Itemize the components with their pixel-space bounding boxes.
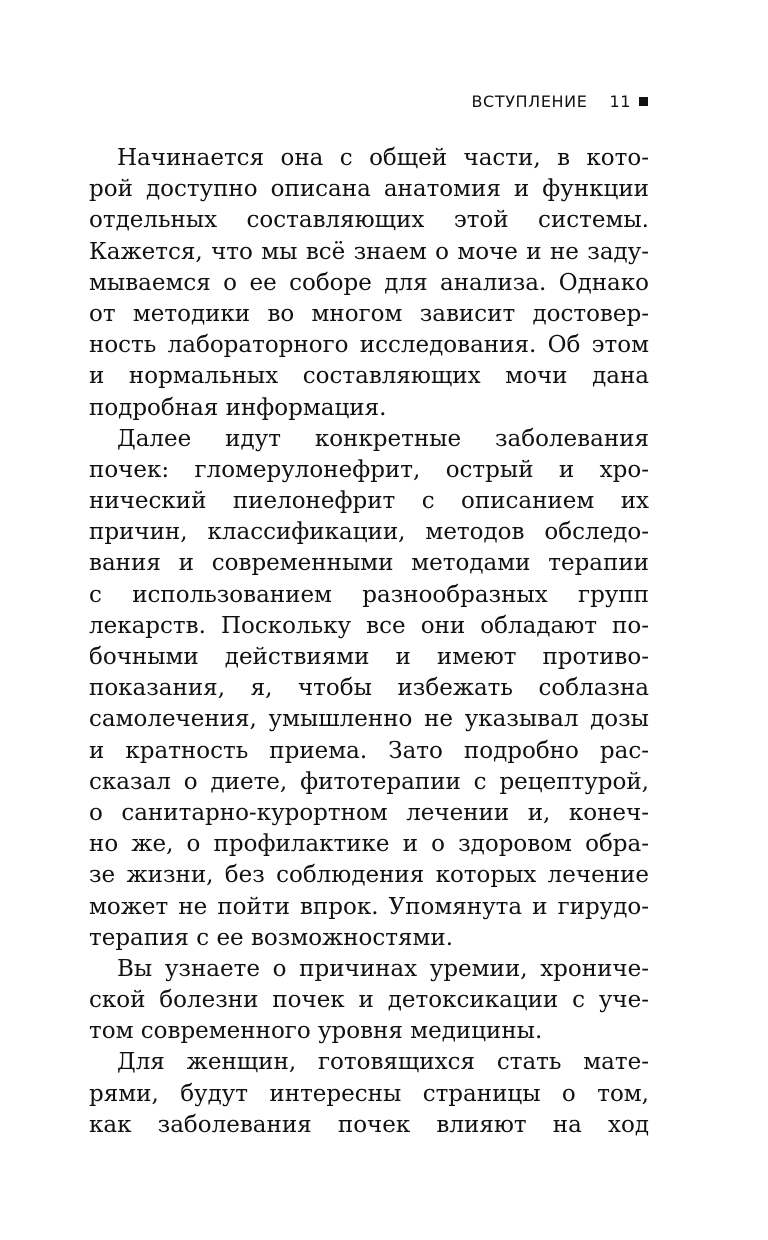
text-line: зе жизни, без соблюдения которых лечение bbox=[89, 862, 649, 889]
text-line: подробная информация. bbox=[89, 394, 387, 421]
text-line: отдельных составляющих этой системы. bbox=[89, 207, 649, 234]
text-line: ской болезни почек и детоксикации с уче- bbox=[89, 987, 649, 1014]
text-line: ность лабораторного исследования. Об этом bbox=[89, 332, 649, 359]
text-line: показания, я, чтобы избежать соблазна bbox=[89, 675, 649, 702]
paragraph bbox=[89, 424, 649, 954]
text-line: с использованием разнообразных групп bbox=[89, 581, 649, 608]
text-line: Для женщин, готовящихся стать мате- bbox=[117, 1049, 649, 1076]
text-line: мываемся о ее соборе для анализа. Однако bbox=[89, 269, 649, 296]
text-line: Далее идут конкретные заболевания bbox=[117, 425, 649, 452]
text-line: самолечения, умышленно не указывал дозы bbox=[89, 706, 649, 733]
text-line: нический пиелонефрит с описанием их bbox=[89, 488, 649, 515]
text-line: как заболевания почек влияют на ход bbox=[89, 1111, 649, 1138]
text-line: терапия с ее возможностями. bbox=[89, 924, 454, 951]
text-line: сказал о диете, фитотерапии с рецептурой, bbox=[89, 768, 649, 795]
text-line: но же, о профилактике и о здоровом обра- bbox=[89, 831, 649, 858]
text-line: Кажется, что мы всё знаем о моче и не заду- bbox=[89, 238, 649, 265]
running-header bbox=[0, 92, 648, 112]
paragraph bbox=[89, 954, 649, 1048]
text-line: почек: гломерулонефрит, острый и хро- bbox=[89, 456, 649, 483]
text-line: бочными действиями и имеют противо- bbox=[89, 644, 649, 670]
body-text bbox=[89, 143, 649, 1141]
text-line: причин, классификации, методов обследо- bbox=[89, 519, 649, 546]
page-number: 11 bbox=[609, 92, 631, 111]
text-line: рями, будут интересны страницы о том, bbox=[89, 1080, 649, 1107]
text-line: лекарств. Поскольку все они обладают по- bbox=[89, 612, 649, 639]
text-line: рой доступно описана анатомия и функции bbox=[89, 176, 649, 203]
section-title: ВСТУПЛЕНИЕ bbox=[471, 92, 588, 111]
text-line: Вы узнаете о причинах уремии, хрониче- bbox=[117, 955, 649, 982]
text-line: может не пойти впрок. Упомянута и гирудо- bbox=[89, 893, 649, 920]
paragraph bbox=[89, 143, 649, 424]
text-line: и нормальных составляющих мочи дана bbox=[89, 363, 649, 390]
text-line: том современного уровня медицины. bbox=[89, 1018, 543, 1045]
page-marker-square-icon bbox=[639, 97, 648, 106]
paragraph bbox=[89, 1047, 649, 1141]
text-line: от методики во многом зависит достовер- bbox=[89, 300, 649, 327]
text-line: и кратность приема. Зато подробно рас- bbox=[89, 737, 649, 764]
text-line: Начинается она с общей части, в кото- bbox=[117, 145, 649, 171]
text-line: вания и современными методами терапии bbox=[89, 550, 649, 577]
text-line: о санитарно-курортном лечении и, конеч- bbox=[89, 799, 649, 826]
